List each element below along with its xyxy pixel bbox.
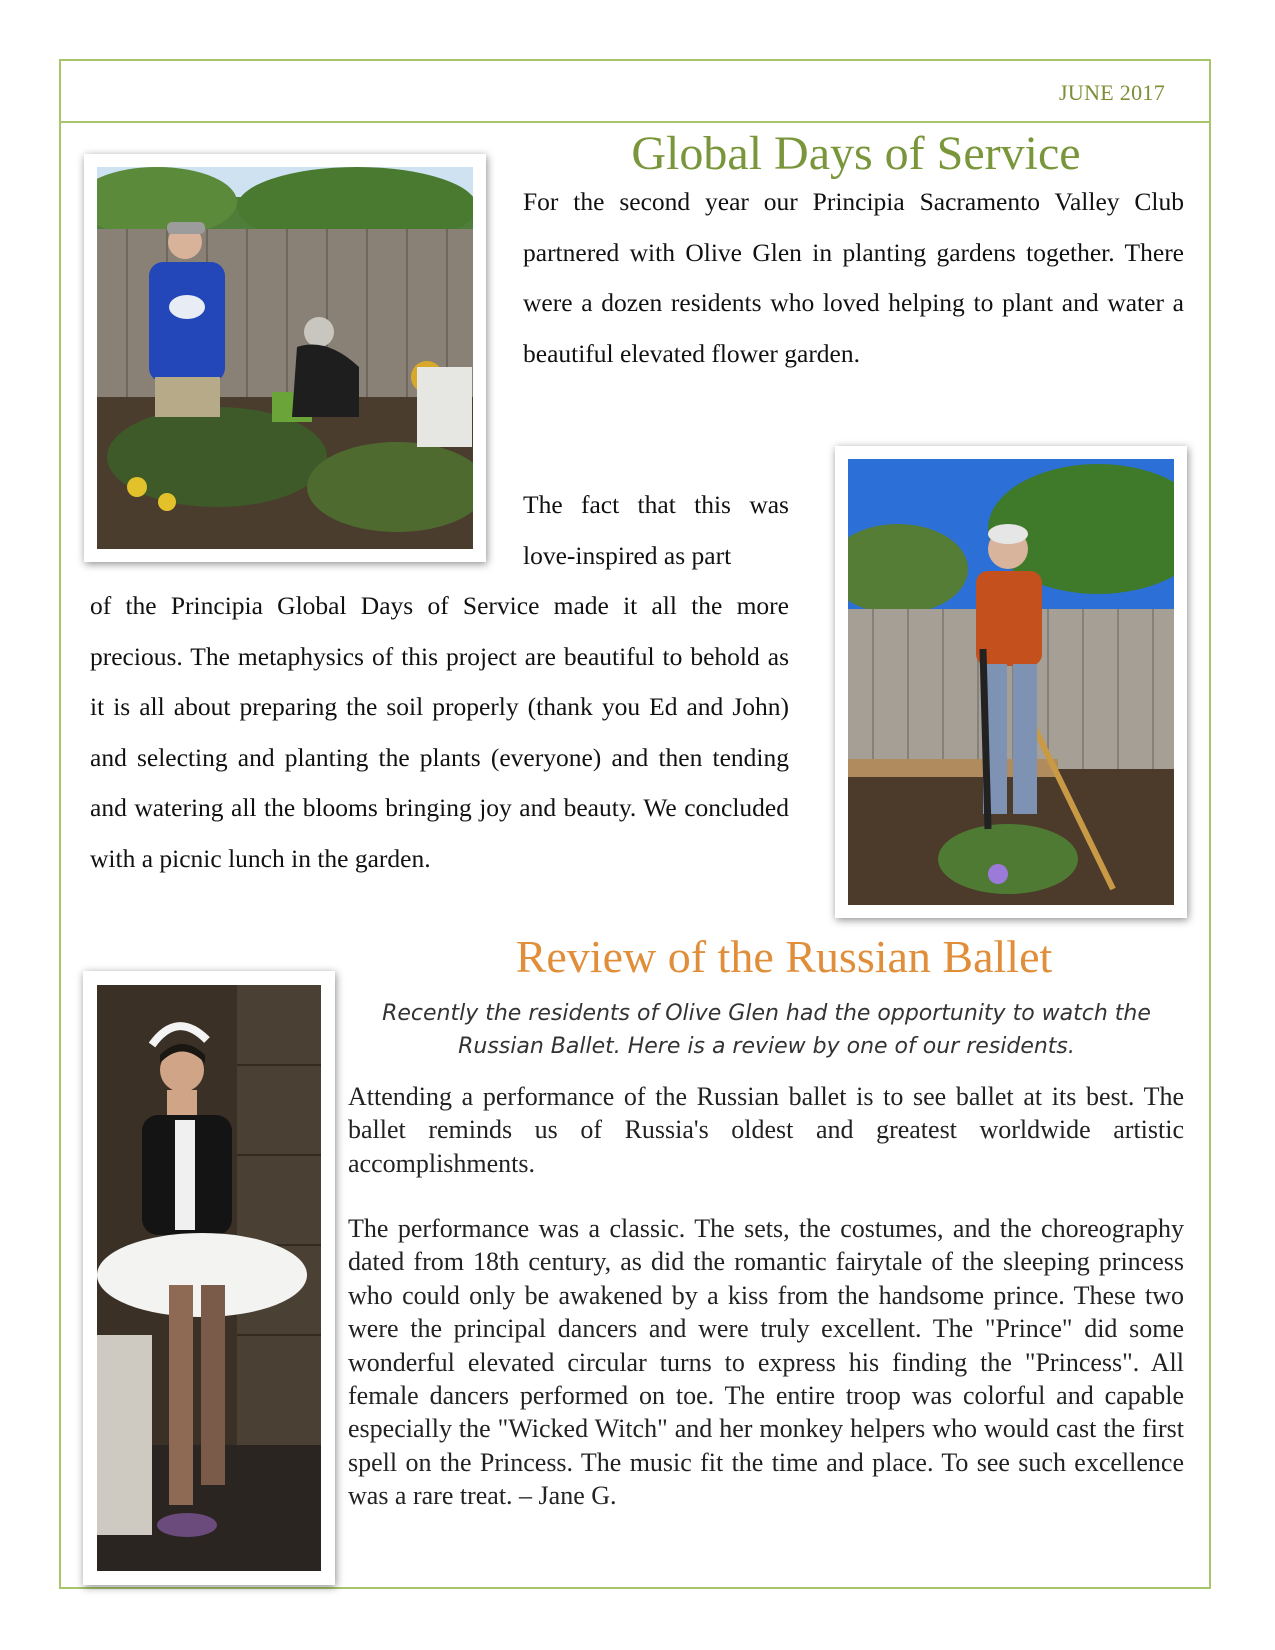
service-title: Global Days of Service xyxy=(631,127,1081,180)
garden-planting-photo xyxy=(84,154,486,562)
issue-date: JUNE 2017 xyxy=(1059,80,1165,105)
service-paragraph-2-rest: of the Principia Global Days of Service made it all the more precious. The metaphysics of this project are beautiful to behold as it is all about preparing the soil properly (thank you Ed and John) and selecting and planting the plants (everyone) and then tending and watering all the blooms bringing joy and beauty. We concluded with a picnic lunch in the garden. xyxy=(90,591,789,873)
review-paragraph-1: Attending a performance of the Russian ballet is to see ballet at its best. The ballet reminds us of Russia's oldest and greatest worldwide artistic accomplishments. xyxy=(348,1082,1184,1178)
ballet-title: Review of the Russian Ballet xyxy=(515,931,1053,982)
ballet-intro: Recently the residents of Olive Glen had the opportunity to watch the Russian Ballet. Here is a review by one of our residents. xyxy=(382,1001,1151,1059)
service-paragraph-1: For the second year our Principia Sacramento Valley Club partnered with Olive Glen in planting gardens together. There were a dozen residents who loved helping to plant and water a beautiful elevated flower garden. xyxy=(523,187,1184,368)
service-paragraph-2-start: The fact that this was love-inspired as part xyxy=(523,490,789,570)
ballerina-photo xyxy=(83,971,335,1585)
header-divider xyxy=(59,121,1211,123)
man-digging-photo xyxy=(835,446,1187,918)
review-paragraph-2: The performance was a classic. The sets, the costumes, and the choreography dated from 18th century, as did the romantic fairytale of the sleeping princess who could only be awakened by a kiss from the handsome prince. These two were the principal dancers and were truly excellent. The "Prince" did some wonderful elevated circular turns to express his finding the "Princess". All female dancers performed on toe. The entire troop was colorful and capable especially the "Wicked Witch" and her monkey helpers who would cast the first spell on the Princess. The music fit the time and place. To see such excellence was a rare treat. – Jane G. xyxy=(348,1214,1184,1511)
